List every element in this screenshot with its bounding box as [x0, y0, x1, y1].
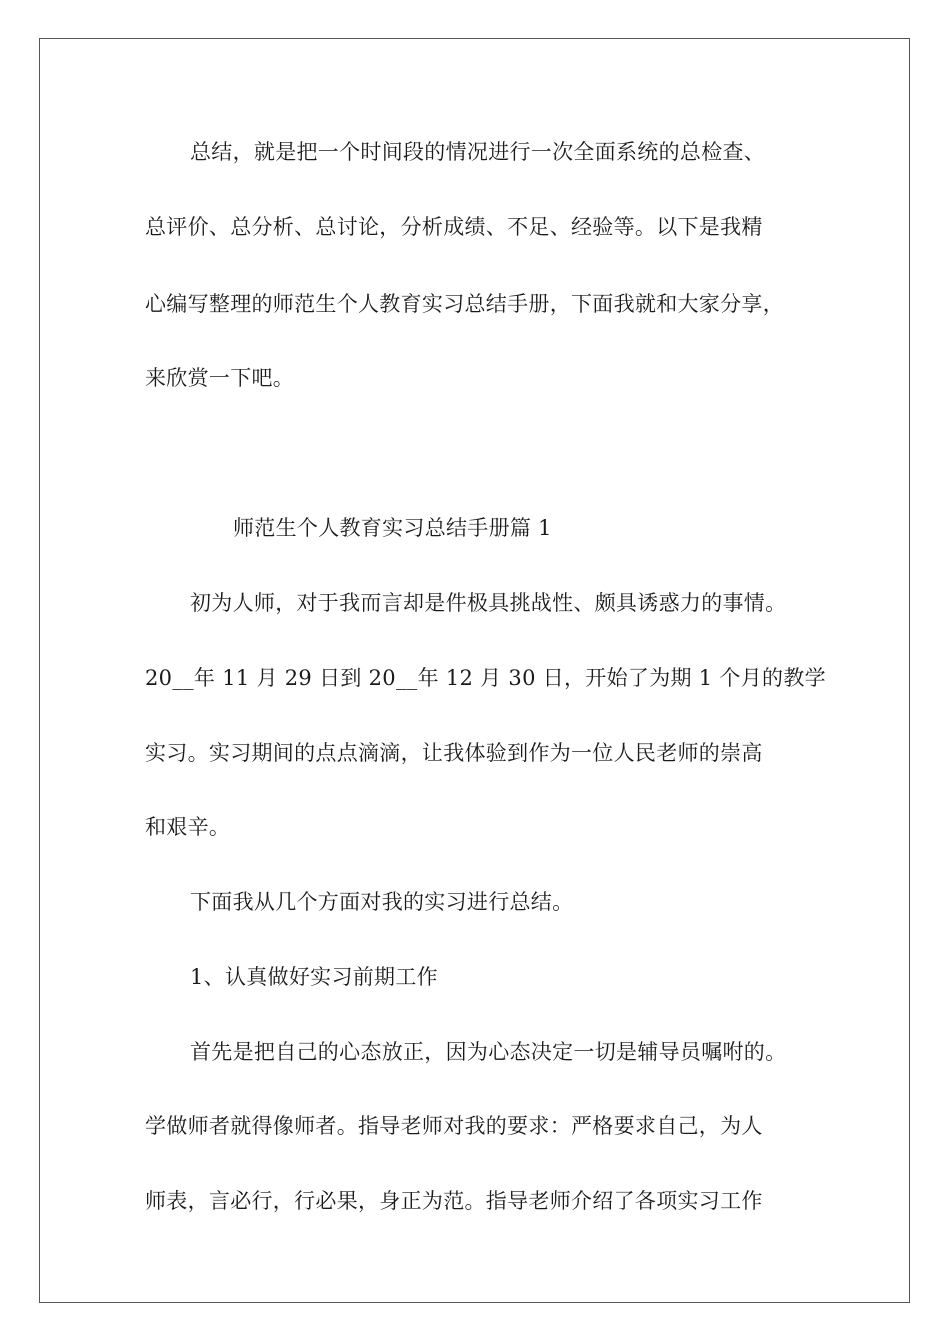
paragraph1-line-3: 实习。实习期间的点点滴滴，让我体验到作为一位人民老师的崇高: [145, 741, 763, 765]
paragraph3-line-1: 首先是把自己的心态放正，因为心态决定一切是辅导员嘱咐的。: [190, 1040, 787, 1064]
intro-line-1: 总结，就是把一个时间段的情况进行一次全面系统的总检查、: [190, 140, 766, 164]
paragraph1-line-4: 和艰辛。: [145, 815, 231, 839]
intro-line-3: 心编写整理的师范生个人教育实习总结手册，下面我就和大家分享，: [145, 292, 784, 316]
paragraph1-line-2: 20__年 11 月 29 日到 20__年 12 月 30 日，开始了为期 1 个月的教学: [145, 666, 826, 690]
intro-line-4: 来欣赏一下吧。: [145, 366, 295, 390]
section-title: 师范生个人教育实习总结手册篇 1: [233, 516, 552, 540]
paragraph3-line-3: 师表，言必行，行必果，身正为范。指导老师介绍了各项实习工作: [145, 1189, 763, 1213]
paragraph2: 下面我从几个方面对我的实习进行总结。: [190, 890, 574, 914]
intro-line-2: 总评价、总分析、总讨论，分析成绩、不足、经验等。以下是我精: [145, 215, 763, 239]
paragraph3-line-2: 学做师者就得像师者。指导老师对我的要求：严格要求自己，为人: [145, 1114, 763, 1138]
subheading-1: 1、认真做好实习前期工作: [190, 965, 438, 989]
paragraph1-line-1: 初为人师，对于我而言却是件极具挑战性、颇具诱惑力的事情。: [190, 591, 787, 615]
